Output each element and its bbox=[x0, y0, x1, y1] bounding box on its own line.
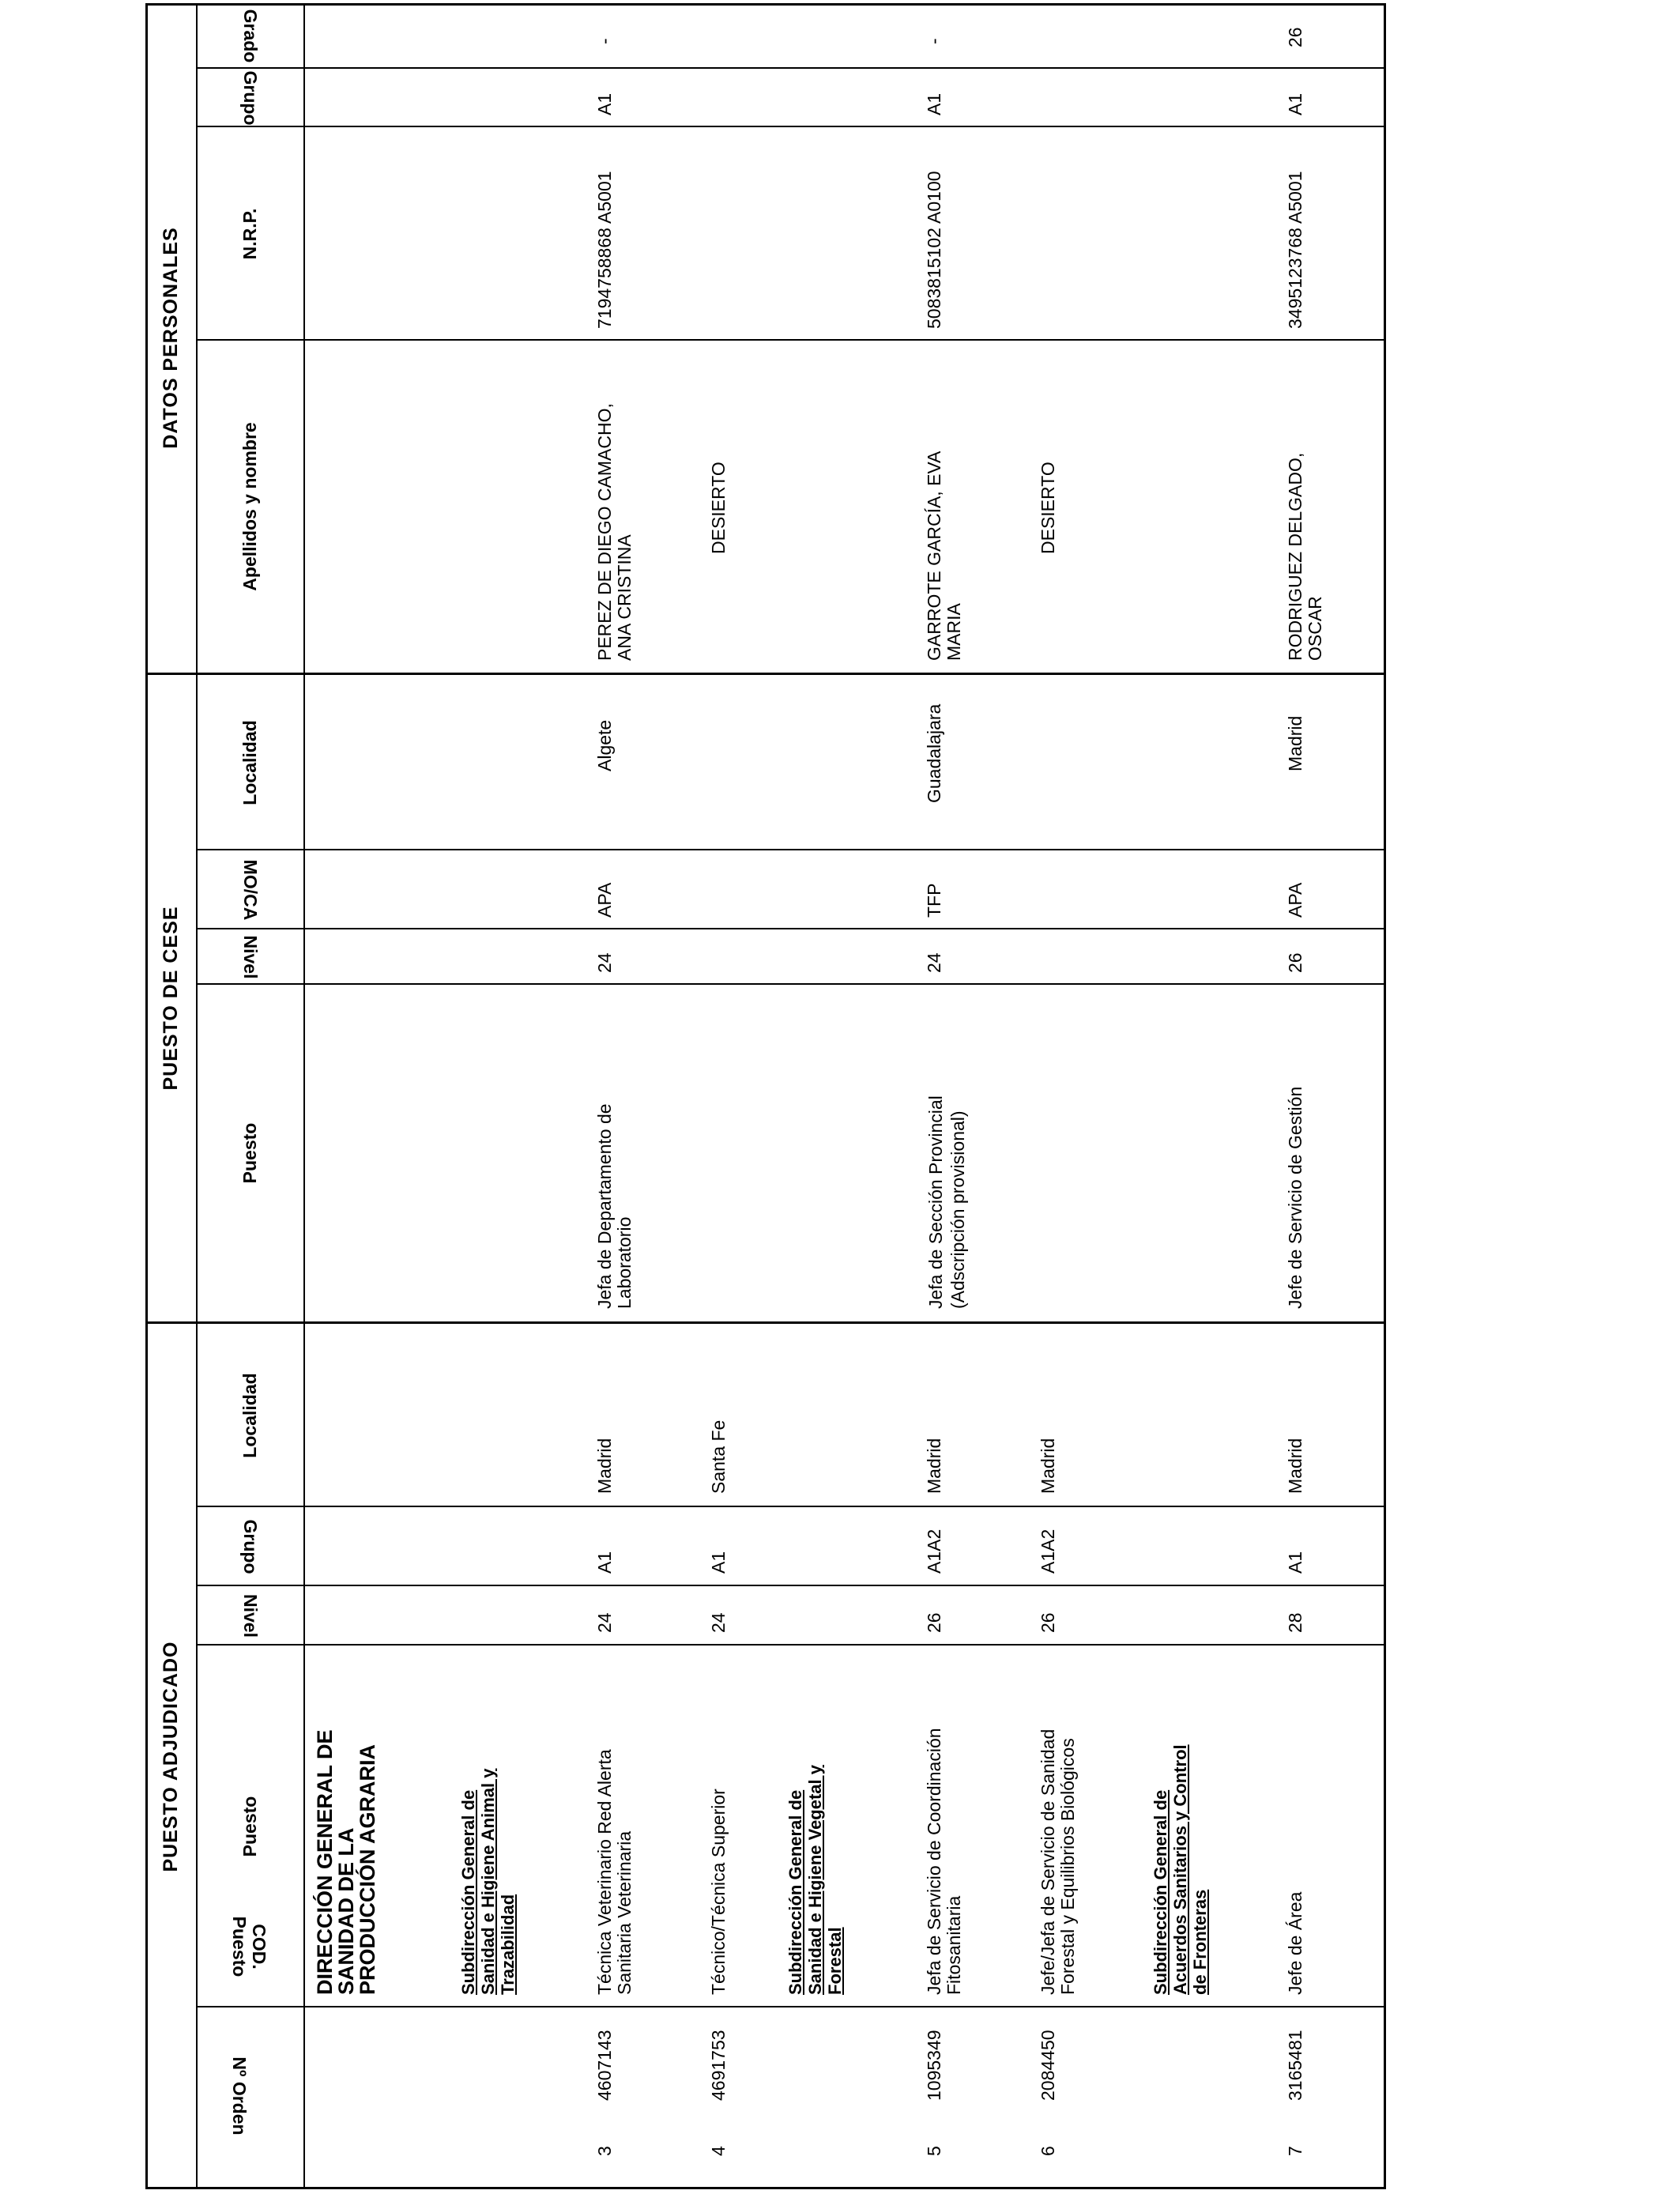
cell-grupo: A1 bbox=[594, 1551, 615, 1574]
cell-nrp: 3495123768 A5001 bbox=[1285, 171, 1305, 329]
cell-line: PEREZ DE DIEGO CAMACHO, bbox=[594, 403, 615, 661]
direccion-line: DIRECCIÓN GENERAL DE bbox=[313, 1729, 337, 1995]
cell-line: Técnico/Técnica Superior bbox=[708, 1789, 729, 1995]
cell-cese-nivel: 24 bbox=[924, 952, 944, 973]
cell-grupo-personal: A1 bbox=[924, 92, 944, 115]
cell-line: Jefe de Área bbox=[1285, 1891, 1305, 1995]
cell-cod-puesto: 4607143 bbox=[594, 2030, 615, 2101]
cell-mo-ca: APA bbox=[1285, 882, 1305, 918]
cell-puesto bbox=[925, 1728, 964, 1995]
group-divider bbox=[145, 673, 1386, 675]
cell-grado: - bbox=[924, 38, 944, 44]
cell-line: GARROTE GARCÍA, EVA bbox=[924, 450, 944, 661]
cell-localidad: Madrid bbox=[924, 1438, 944, 1494]
column-divider bbox=[196, 2006, 1386, 2007]
cell-mo-ca: APA bbox=[594, 882, 615, 918]
cell-orden: 6 bbox=[1038, 2146, 1058, 2156]
cell-grupo-personal: A1 bbox=[1285, 92, 1305, 115]
cell-line: RODRIGUEZ DELGADO, bbox=[1285, 452, 1305, 661]
cell-line: Jefa de Departamento de bbox=[594, 1103, 615, 1309]
column-divider bbox=[196, 849, 1386, 850]
cell-apellidos-nombre bbox=[925, 451, 964, 661]
cell-nivel: 24 bbox=[594, 1612, 615, 1633]
cell-line: (Adscripción provisional) bbox=[947, 1110, 968, 1309]
cell-grupo-personal: A1 bbox=[594, 92, 615, 115]
subdireccion-line: Subdirección General de bbox=[1151, 1789, 1170, 1995]
col-header-puesto: Puesto bbox=[239, 1796, 260, 1857]
cell-apellidos-nombre bbox=[1286, 453, 1325, 661]
col-header-cese-puesto: Puesto bbox=[239, 1122, 260, 1184]
cell-cod-puesto: 3165481 bbox=[1285, 2030, 1305, 2101]
group-header-puesto-adjudicado: PUESTO ADJUDICADO bbox=[160, 1641, 182, 1872]
cell-cese-puesto bbox=[925, 1095, 969, 1309]
cell-line: Forestal y Equilibrios Biológicos bbox=[1057, 1738, 1078, 1995]
cell-line: Jefe/Jefa de Servicio de Sanidad bbox=[1038, 1728, 1058, 1995]
subdireccion-line: Trazabilidad bbox=[498, 1894, 518, 1995]
cell-nivel: 28 bbox=[1285, 1612, 1305, 1633]
cell-line: Sanitaria Veterinaria bbox=[614, 1830, 635, 1995]
direccion-general-title bbox=[315, 1729, 379, 1995]
column-divider bbox=[196, 126, 1386, 127]
col-header-apellidos-nombre: Apellidos y nombre bbox=[239, 422, 260, 591]
cell-puesto bbox=[595, 1749, 635, 1995]
cell-apellidos-nombre bbox=[709, 462, 729, 554]
cell-cese-localidad: Madrid bbox=[1285, 715, 1305, 771]
cell-nivel: 26 bbox=[1038, 1612, 1058, 1633]
cell-localidad: Santa Fe bbox=[708, 1419, 729, 1494]
subdireccion-line: Acuerdos Sanitarios y Control bbox=[1170, 1744, 1190, 1995]
cell-cod-puesto: 1095349 bbox=[924, 2030, 944, 2101]
col-header-grupo-personal: Grupo bbox=[240, 70, 261, 126]
col-header-no-orden: Nº Orden bbox=[229, 2056, 250, 2136]
cell-nrp: 7194758868 A5001 bbox=[594, 171, 615, 329]
cell-orden: 5 bbox=[924, 2146, 944, 2156]
cell-puesto bbox=[1038, 1729, 1078, 1995]
group-header-puesto-de-cese: PUESTO DE CESE bbox=[160, 906, 182, 1091]
cell-cod-puesto: 2084450 bbox=[1038, 2030, 1058, 2101]
col-header-nrp: N.R.P. bbox=[239, 208, 260, 260]
col-header-cod-puesto: COD. Puesto bbox=[229, 1916, 269, 1977]
cell-grupo: A1A2 bbox=[924, 1529, 944, 1574]
cell-localidad: Madrid bbox=[594, 1438, 615, 1494]
subdireccion-line: Subdirección General de bbox=[785, 1789, 805, 1995]
col-header-grado: Grado bbox=[240, 9, 261, 63]
cell-grado: - bbox=[594, 38, 615, 44]
cell-puesto bbox=[1286, 1892, 1305, 1995]
cell-line: Jefa de Servicio de Coordinación bbox=[924, 1728, 944, 1995]
cell-cese-nivel: 26 bbox=[1285, 952, 1305, 973]
cell-cese-nivel: 24 bbox=[594, 952, 615, 973]
header-divider bbox=[196, 3, 198, 2189]
header-divider bbox=[303, 3, 305, 2189]
cell-line: Jefe de Servicio de Gestión bbox=[1285, 1086, 1305, 1309]
cell-line: Jefa de Sección Provincial bbox=[925, 1095, 946, 1309]
col-header-localidad: Localidad bbox=[239, 1373, 260, 1458]
subdireccion-line: Forestal bbox=[825, 1927, 845, 1995]
cell-grupo: A1 bbox=[1285, 1551, 1305, 1574]
cell-mo-ca: TFP bbox=[924, 883, 944, 918]
cell-apellidos-nombre bbox=[1038, 462, 1058, 554]
cell-grupo: A1 bbox=[708, 1551, 729, 1574]
group-header-datos-personales: DATOS PERSONALES bbox=[160, 227, 182, 449]
subdireccion-line: Sanidad e Higiene Vegetal y bbox=[805, 1765, 825, 1995]
cell-line: Técnica Veterinario Red Alerta bbox=[594, 1749, 615, 1995]
subdireccion-line: Subdirección General de bbox=[458, 1789, 478, 1995]
col-header-cese-localidad: Localidad bbox=[239, 720, 260, 805]
column-divider bbox=[196, 1644, 1386, 1646]
direccion-line: SANIDAD DE LA bbox=[334, 1827, 358, 1995]
cell-localidad: Madrid bbox=[1038, 1438, 1058, 1494]
cell-line: OSCAR bbox=[1305, 596, 1325, 661]
cell-orden: 7 bbox=[1285, 2146, 1305, 2156]
cell-nivel: 26 bbox=[924, 1612, 944, 1633]
subdireccion-title bbox=[1151, 1744, 1210, 1995]
cell-line: DESIERTO bbox=[708, 462, 729, 554]
cell-cese-localidad: Guadalajara bbox=[924, 703, 944, 803]
subdireccion-title bbox=[458, 1769, 518, 1995]
group-divider bbox=[145, 1321, 1386, 1324]
column-divider bbox=[196, 67, 1386, 69]
col-header-mo-ca: MO/CA bbox=[240, 859, 261, 921]
cell-line: DESIERTO bbox=[1038, 462, 1058, 554]
cell-line: ANA CRISTINA bbox=[614, 534, 635, 661]
cell-line: MARIA bbox=[944, 603, 964, 661]
cell-grupo: A1A2 bbox=[1038, 1529, 1058, 1574]
cell-line: Fitosanitaria bbox=[944, 1895, 964, 1995]
column-divider bbox=[196, 983, 1386, 985]
col-header-cese-nivel: Nivel bbox=[240, 935, 261, 979]
cell-orden: 3 bbox=[594, 2146, 615, 2156]
cell-orden: 4 bbox=[708, 2146, 729, 2156]
cell-nivel: 24 bbox=[708, 1612, 729, 1633]
column-divider bbox=[196, 928, 1386, 929]
cell-grado: 26 bbox=[1285, 27, 1305, 47]
subdireccion-line: Sanidad e Higiene Animal y bbox=[478, 1768, 498, 1995]
cell-puesto bbox=[709, 1789, 729, 1995]
cell-cod-puesto: 4691753 bbox=[708, 2030, 729, 2101]
direccion-line: PRODUCCIÓN AGRARIA bbox=[356, 1744, 379, 1995]
subdireccion-title bbox=[785, 1765, 845, 1995]
column-divider bbox=[196, 1506, 1386, 1507]
cell-apellidos-nombre bbox=[595, 403, 635, 661]
col-header-nivel: Nivel bbox=[240, 1594, 261, 1638]
column-divider bbox=[196, 339, 1386, 341]
cell-nrp: 5083815102 A0100 bbox=[924, 171, 944, 329]
cell-cese-localidad: Algete bbox=[594, 719, 615, 771]
column-divider bbox=[196, 1585, 1386, 1586]
subdireccion-line: de Fronteras bbox=[1190, 1889, 1210, 1995]
cell-cese-puesto bbox=[1286, 1087, 1305, 1309]
cell-cese-puesto bbox=[595, 1103, 635, 1309]
cell-localidad: Madrid bbox=[1285, 1438, 1305, 1494]
col-header-grupo: Grupo bbox=[240, 1519, 261, 1574]
cell-line: Laboratorio bbox=[614, 1216, 635, 1309]
